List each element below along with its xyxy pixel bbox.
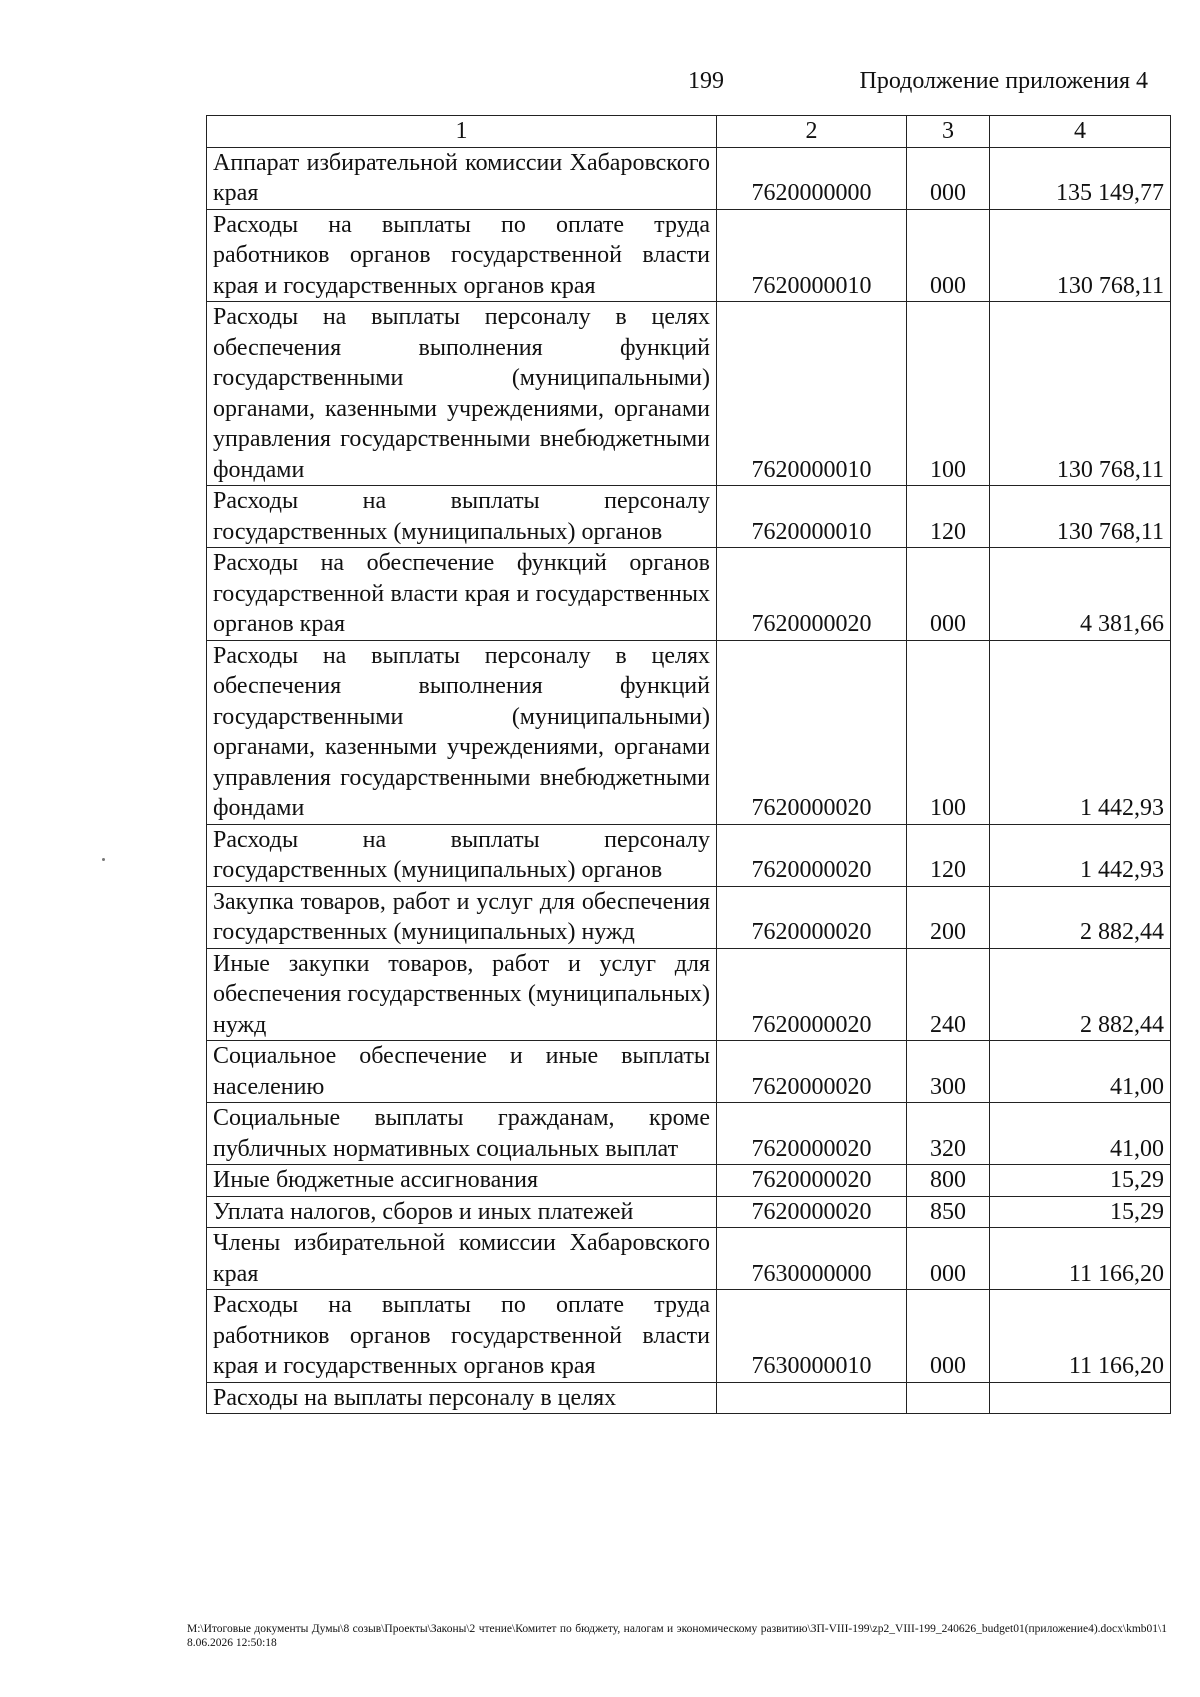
row-name: Расходы на выплаты по оплате труда работников органов государственной власти края и государственных органов края bbox=[207, 209, 717, 302]
row-expense-type: 000 bbox=[907, 548, 990, 641]
table-row bbox=[207, 640, 1171, 824]
row-target-code: 7630000000 bbox=[717, 1228, 907, 1290]
table-row bbox=[207, 886, 1171, 948]
row-amount: 15,29 bbox=[990, 1196, 1171, 1228]
scan-speck bbox=[102, 858, 105, 861]
appendix-continuation-note: Продолжение приложения 4 bbox=[859, 68, 1148, 94]
row-expense-type bbox=[907, 1382, 990, 1414]
page-number: 199 bbox=[688, 68, 724, 94]
table-row bbox=[207, 824, 1171, 886]
row-target-code: 7620000010 bbox=[717, 486, 907, 548]
row-amount: 135 149,77 bbox=[990, 147, 1171, 209]
row-amount: 2 882,44 bbox=[990, 948, 1171, 1041]
row-target-code: 7620000010 bbox=[717, 209, 907, 302]
row-name: Аппарат избирательной комиссии Хабаровского края bbox=[207, 147, 717, 209]
row-target-code: 7620000020 bbox=[717, 824, 907, 886]
row-expense-type: 300 bbox=[907, 1041, 990, 1103]
row-amount bbox=[990, 1382, 1171, 1414]
table-row bbox=[207, 1290, 1171, 1383]
row-target-code: 7620000000 bbox=[717, 147, 907, 209]
column-header-2: 2 bbox=[717, 116, 907, 148]
page-header bbox=[0, 68, 1200, 104]
table-row bbox=[207, 948, 1171, 1041]
row-amount: 41,00 bbox=[990, 1041, 1171, 1103]
table-row bbox=[207, 1103, 1171, 1165]
row-name: Расходы на выплаты по оплате труда работников органов государственной власти края и государственных органов края bbox=[207, 1290, 717, 1383]
row-amount: 2 882,44 bbox=[990, 886, 1171, 948]
row-target-code: 7620000020 bbox=[717, 1165, 907, 1197]
row-amount: 130 768,11 bbox=[990, 302, 1171, 486]
row-expense-type: 120 bbox=[907, 486, 990, 548]
table-header-row bbox=[207, 116, 1171, 148]
table-row bbox=[207, 1196, 1171, 1228]
row-target-code: 7620000020 bbox=[717, 1041, 907, 1103]
row-amount: 130 768,11 bbox=[990, 486, 1171, 548]
row-target-code: 7620000020 bbox=[717, 886, 907, 948]
row-name: Расходы на выплаты персоналу государственных (муниципальных) органов bbox=[207, 824, 717, 886]
row-expense-type: 200 bbox=[907, 886, 990, 948]
row-expense-type: 800 bbox=[907, 1165, 990, 1197]
row-amount: 130 768,11 bbox=[990, 209, 1171, 302]
table-row bbox=[207, 1041, 1171, 1103]
document-file-path: M:\Итоговые документы Думы\8 созыв\Проекты\Законы\2 чтение\Комитет по бюджету, налогам и экономическому развитию\ЗП-VIII-199\zp2_VIII-199_240626_budget01(приложение4).docx\kmb01\18.06.2026 12:50:18 bbox=[187, 1623, 1167, 1649]
row-name: Уплата налогов, сборов и иных платежей bbox=[207, 1196, 717, 1228]
row-target-code: 7620000010 bbox=[717, 302, 907, 486]
row-name: Расходы на выплаты персоналу в целях обеспечения выполнения функций государственными (муниципальными) органами, казенными учреждениями, органами управления государственными внебюджетными фондами bbox=[207, 302, 717, 486]
row-name: Иные бюджетные ассигнования bbox=[207, 1165, 717, 1197]
row-target-code: 7620000020 bbox=[717, 548, 907, 641]
row-amount: 15,29 bbox=[990, 1165, 1171, 1197]
row-amount: 4 381,66 bbox=[990, 548, 1171, 641]
row-expense-type: 000 bbox=[907, 1228, 990, 1290]
table-row bbox=[207, 147, 1171, 209]
table-row bbox=[207, 486, 1171, 548]
table-row bbox=[207, 1382, 1171, 1414]
row-amount: 41,00 bbox=[990, 1103, 1171, 1165]
row-name: Расходы на выплаты персоналу в целях обеспечения выполнения функций государственными (муниципальными) органами, казенными учреждениями, органами управления государственными внебюджетными фондами bbox=[207, 640, 717, 824]
row-target-code bbox=[717, 1382, 907, 1414]
row-target-code: 7620000020 bbox=[717, 948, 907, 1041]
budget-table bbox=[206, 115, 1171, 1414]
row-expense-type: 850 bbox=[907, 1196, 990, 1228]
row-target-code: 7620000020 bbox=[717, 1103, 907, 1165]
row-amount: 11 166,20 bbox=[990, 1290, 1171, 1383]
table-row bbox=[207, 209, 1171, 302]
row-name: Расходы на выплаты персоналу в целях bbox=[207, 1382, 717, 1414]
column-header-1: 1 bbox=[207, 116, 717, 148]
row-target-code: 7630000010 bbox=[717, 1290, 907, 1383]
table-row bbox=[207, 548, 1171, 641]
row-name: Социальные выплаты гражданам, кроме публичных нормативных социальных выплат bbox=[207, 1103, 717, 1165]
row-name: Члены избирательной комиссии Хабаровского края bbox=[207, 1228, 717, 1290]
row-amount: 1 442,93 bbox=[990, 824, 1171, 886]
row-name: Социальное обеспечение и иные выплаты населению bbox=[207, 1041, 717, 1103]
row-name: Расходы на выплаты персоналу государственных (муниципальных) органов bbox=[207, 486, 717, 548]
row-target-code: 7620000020 bbox=[717, 640, 907, 824]
column-header-4: 4 bbox=[990, 116, 1171, 148]
row-amount: 1 442,93 bbox=[990, 640, 1171, 824]
row-expense-type: 000 bbox=[907, 209, 990, 302]
column-header-3: 3 bbox=[907, 116, 990, 148]
row-name: Иные закупки товаров, работ и услуг для обеспечения государственных (муниципальных) нужд bbox=[207, 948, 717, 1041]
row-target-code: 7620000020 bbox=[717, 1196, 907, 1228]
table-row bbox=[207, 1228, 1171, 1290]
row-expense-type: 240 bbox=[907, 948, 990, 1041]
row-amount: 11 166,20 bbox=[990, 1228, 1171, 1290]
row-name: Закупка товаров, работ и услуг для обеспечения государственных (муниципальных) нужд bbox=[207, 886, 717, 948]
row-expense-type: 120 bbox=[907, 824, 990, 886]
table-row bbox=[207, 302, 1171, 486]
row-expense-type: 320 bbox=[907, 1103, 990, 1165]
table-row bbox=[207, 1165, 1171, 1197]
row-expense-type: 100 bbox=[907, 640, 990, 824]
row-expense-type: 000 bbox=[907, 147, 990, 209]
row-expense-type: 100 bbox=[907, 302, 990, 486]
row-name: Расходы на обеспечение функций органов государственной власти края и государственных органов края bbox=[207, 548, 717, 641]
row-expense-type: 000 bbox=[907, 1290, 990, 1383]
